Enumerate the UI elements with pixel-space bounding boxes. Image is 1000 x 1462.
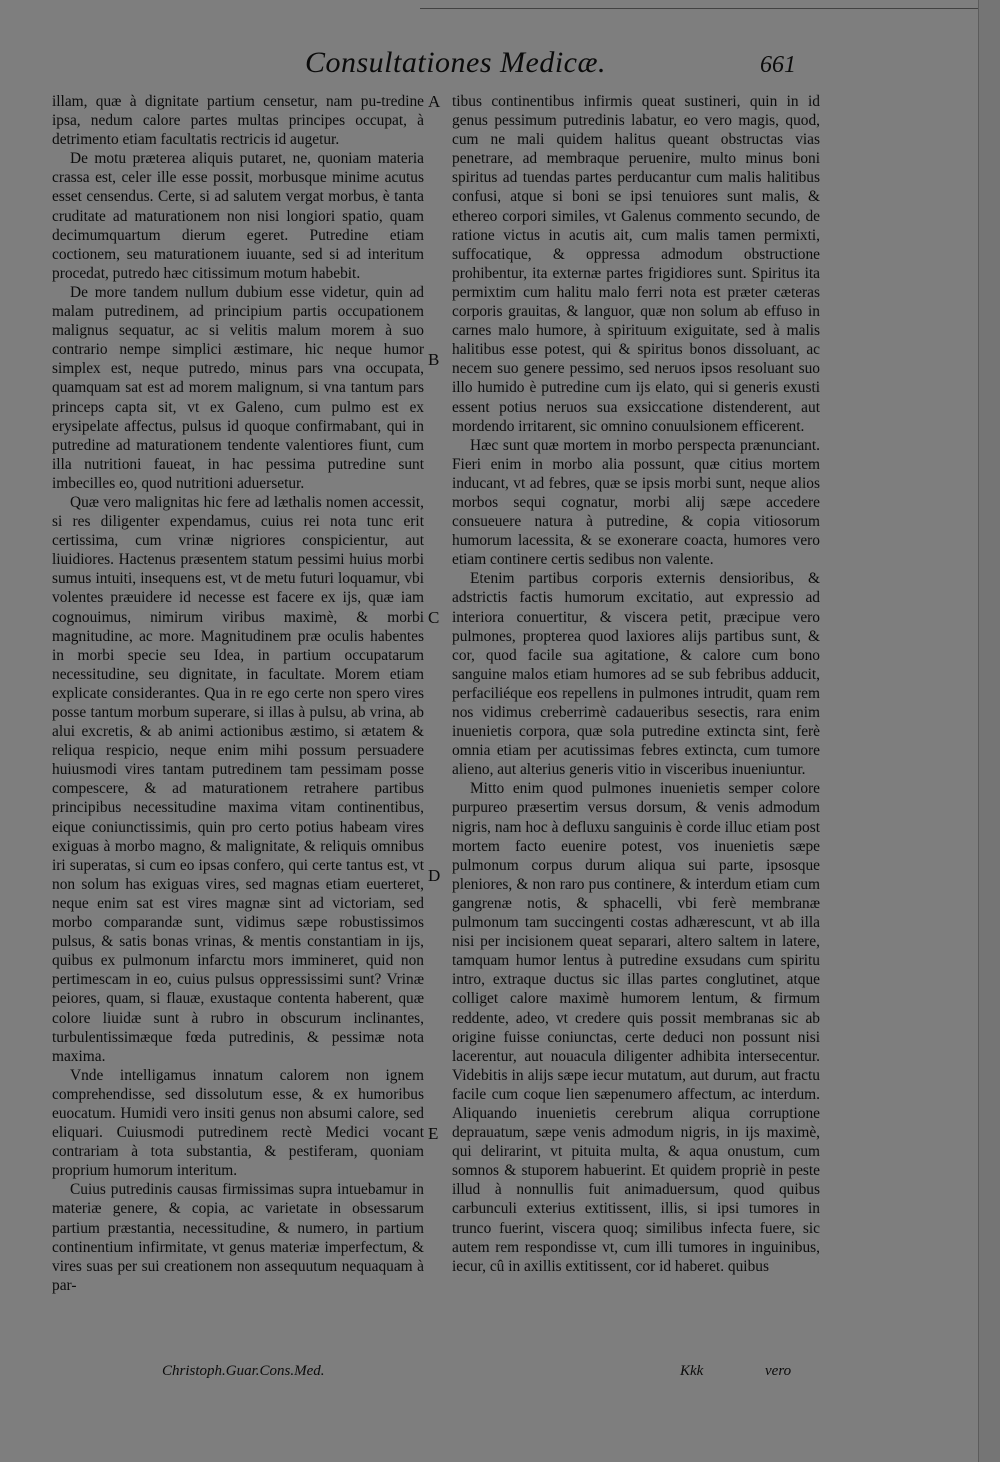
page-number: 661 — [760, 52, 796, 78]
margin-letter-d: D — [428, 866, 441, 885]
paragraph: De motu præterea aliquis putaret, ne, quoniam materia crassa est, celer ille esse possit, morbusque minime acutus esset censendus. Certe, si ad salutem vergat morbus, è tanta cruditate ad maturationem non nisi longiori spatio, quam decimumquartum dierum egeret. Putredine etiam coctionem, seu maturationem iuuante, sed si ad interitum procedat, putredo hæc citissimum motum habebit. — [52, 150, 424, 282]
printer-signature: Christoph.Guar.Cons.Med. — [162, 1363, 325, 1379]
margin-letter-c: C — [428, 608, 440, 627]
paragraph: Cuius putredinis causas firmissimas supra intuebamur in materiæ genere, & copia, ac varietate in obsessarum partium præstantia, necessitudine, & numero, in partium continentium infirmitate, vt genus materiæ imperfectum, & vires suas per sui creationem non assequutum nequaquam à par- — [52, 1181, 424, 1294]
paragraph: Etenim partibus corporis externis densioribus, & adstrictis factis humorum excitatio, aut expressio ad interiora conuertitur, & viscera petit, præcipue vero pulmones, propterea quod laxiores alijs partibus sunt, & cor, quod facile sua agitatione, & calore cum bono sanguine malos etiam humores ad se sub febribus adducit, perfaciliéque eos repellens in pulmones intrudit, quam rem nos vidimus creberrimè cadaueribus sesectis, rara enim inuenietis corpora, quæ sola putredine extincta sint, ferè omnia etiam per acutissimas febres extincta, cum tumore alieno, aut alterius generis vitio in visceribus inueniuntur. — [452, 570, 820, 779]
paragraph: tibus continentibus infirmis queat sustineri, quin in id genus pessimum putredinis labatur, eo vero magis, quod, cum ne mali quidem halitus queant obstructas vias penetrare, ad membraque peruenire, multo minus boni spiritus ad tuendas partes perducantur cum malis halitibus confusi, atque si boni se ipsi tenuiores sunt malis, & ethereo corpori similes, vt Galenus commento secundo, de ratione victus in acutis ait, cum malis tamen permixti, suffocatique, & oppressa admodum obstructione prohibentur, ita externæ partes frigidiores sunt. Spiritus ita permixtim cum halitu malo ferri nota est præter cæteras corporis grauitas, & languor, quæ non solum ab effuso in carnes malo humore, à spirituum exiguitate, sed à malis halitibus esse potest, qui & spiritus bonos dissoluant, ac necem suo genere pessimo, sed neruos ipsos resoluant suo illo humido è putredine cum ijs elato, qui si generis exusti essent potius neruos sua exsiccatione distenderent, aut mordendo irritarent, sic omnino conuulsionem efficerent. — [452, 93, 820, 435]
paragraph: Mitto enim quod pulmones inuenietis semper colore purpureo præsertim versus dorsum, & venis admodum nigris, nam hoc à defluxu sanguinis è corde illuc etiam post mortem facto euenire potest, vos inuenietis sæpe pulmonum corpus durum aliqua sui parte, ipsosque pleniores, & non raro pus continere, & interdum etiam cum gangrenæ notis, & sphacelli, vbi ferè membranæ pulmonum tam succingenti costas adhærescunt, vt ab illa nisi per incisionem queat separari, altero saltem in latere, tamquam humor lentus à putredine exsudans cum spiritu intro, extraque ductus sic illas partes conglutinet, atque colliget calore maximè humorem lentum, & firmum reddente, adeo, vt credere quis possit membranas sic ab origine fuisse coniunctas, certe deduci non possunt nisi lacerentur, aut nouacula diligenter adhibita intersecentur. Videbitis in alijs sæpe iecur mutatum, aut durum, aut fractu facile cum coque lien sæpenumero affectum, ac interdum. Aliquando inuenietis cerebrum aliqua corruptione deprauatum, sæpe venis admodum nigris, in ijs maximè, qui delirarint, vt pituita multa, & aqua onustum, cum somnos & stuporem habuerint. Et quidem propriè in peste illud à nonnullis fuit animaduersum, quod quibus carbunculi exterius extitissent, illis, si ipsi tumores in trunco fuerint, viscera quoq; similibus infecta fuere, sic autem rem respondisse vt, cum illi tumores in inguinibus, iecur, cû in axillis extitissent, cor id haberet. quibus — [452, 780, 820, 1275]
top-rule — [420, 8, 980, 9]
paragraph: Hæc sunt quæ mortem in morbo perspecta prænunciant. Fieri enim in morbo alia possunt, quæ citius mortem inducant, vt ad febres, quæ se ipsis morbi sunt, neque alios morbos sequi cognatur, morbi alij sæpe accedere consueuere natura à putredine, & copia vitiosorum humorum lacessita, & se exonerare coacta, humores vero etiam continere certis sedibus non valente. — [452, 436, 820, 569]
signature-mark: Kkk — [680, 1363, 704, 1379]
margin-letter-b: B — [428, 350, 440, 369]
paragraph: illam, quæ à dignitate partium censetur, nam pu-tredine ipsa, nedum calore partes multas principes occupat, à detrimento etiam facultatis rectricis id augetur. — [52, 93, 424, 149]
running-title: Consultationes Medicæ. — [305, 46, 606, 79]
right-column — [452, 92, 820, 1276]
paragraph: De more tandem nullum dubium esse videtur, quin ad malam putredinem, ad principium partis occupationem malignus sequatur, ac si velitis malum morem à suo contrario nempe simplici æstimare, hic neque humor simplex est, neque putredo, minus pars vna occupata, quamquam sat est ad morem malignum, si vna tantum pars princeps capta sit, vt ex Galeno, cum pulmo est ex erysipelate affectus, pulsus id quoque confirmabant, qui in putredine ad maturationem tendente valentiores fiunt, cum illa nutritioni faueat, in hac pessima putredine sunt imbecilles eo, quod nutritioni aduersetur. — [52, 283, 424, 492]
margin-letter-a: A — [428, 92, 441, 111]
left-column — [52, 92, 424, 1295]
paragraph: Vnde intelligamus innatum calorem non ignem comprehendisse, sed dissolutum esse, & ex humoribus euocatum. Humidi vero insiti genus non absumi calore, sed eliquari. Cuiusmodi putredinem rectè Medici vocant contrariam à tota substantia, & pestiferam, quoniam proprium humorum interitum. — [52, 1066, 424, 1180]
catchword: vero — [765, 1363, 792, 1379]
page-edge — [978, 0, 1000, 1462]
margin-letter-e: E — [428, 1124, 439, 1143]
paragraph: Quæ vero malignitas hic fere ad læthalis nomen accessit, si res diligenter expendamus, cuius rei nota tunc erit certissima, cum vrinæ nigriores conspicientur, aut liuidiores. Hactenus præsentem statum pessimi huius morbi sumus intuiti, insequens est, vt de metu futuri loquamur, vbi volentes præuidere id necesse est facere ex ijs, quæ iam cognouimus, nimirum viribus maximè, & morbi magnitudine, ac more. Magnitudinem præ oculis habentes in morbi specie seu Idea, in partium occupatarum necessitudine, seu dignitate, in facultate. Morem etiam explicate considerantes. Qua in re ego certe non spero vires posse tantum morbum superare, si illas à pulsu, ab vrina, ab alui excretis, & ab animi actionibus æstimo, si ætatem & reliqua respicio, neque enim mihi possum persuadere huiusmodi vires tantam putredinem tam pessimam posse compescere, & ad maturationem retrahere partibus principibus necessitudine maxima vitam continentibus, eique coniunctissimis, quin pro certo potius habeam vires exiguas à morbo magno, & malignitate, & reliquis omnibus iri superatas, si cum eo ipsas confero, qui certe tantus est, vt non solum has exiguas vires, sed magnas etiam euerteret, neque enim sat est vires magnæ sint ad victoriam, sed morbo comparandæ sunt, vidimus sæpe robustissimos pulsus, & satis bonas vrinas, & mentis constantiam in ijs, quibus ex pulmonum infarctu mors immineret, quid non pertimescam in eo, cuius pulsus oppressissimi sunt? Vrinæ peiores, quam, si flauæ, exustaque contenta haberent, quæ colore liuidæ sunt à rubro in obscurum inclinantes, turbulentissimæque fœda putredinis, & pessimæ nota maxima. — [52, 493, 424, 1065]
